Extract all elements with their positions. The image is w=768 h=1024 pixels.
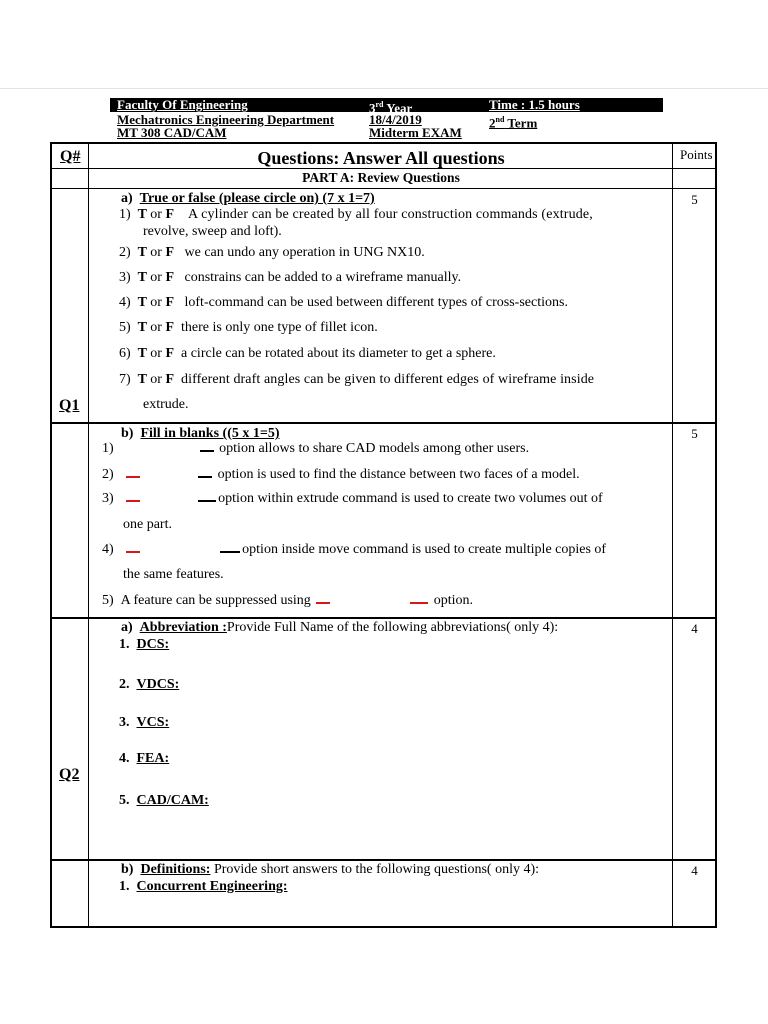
q2a-points: 4 bbox=[691, 621, 698, 636]
year-label: 3rd Year bbox=[369, 100, 413, 116]
q2b-points: 4 bbox=[691, 863, 698, 878]
column-divider-right bbox=[672, 144, 673, 926]
abbrev-item-1: 1. DCS: bbox=[119, 637, 170, 652]
tf-item-2: 2) T or F we can undo any operation in UNG NX10. bbox=[119, 245, 425, 260]
column-divider-left bbox=[88, 144, 89, 926]
q-number-header: Q# bbox=[60, 148, 81, 165]
q1a-heading: a) True or false (please circle on) (7 x 1=7) bbox=[121, 191, 375, 206]
exam-label: Midterm EXAM bbox=[369, 125, 462, 140]
q2a-heading: a) Abbreviation :Provide Full Name of the following abbreviations( only 4): bbox=[121, 620, 559, 635]
tf-item-6: 6) T or F a circle can be rotated about its diameter to get a sphere. bbox=[119, 346, 496, 361]
abbrev-item-3: 3. VCS: bbox=[119, 715, 170, 730]
course-label: MT 308 CAD/CAM bbox=[117, 125, 227, 140]
definition-item-1: 1. Concurrent Engineering: bbox=[119, 879, 288, 894]
tf-item-3: 3) T or F constrains can be added to a wireframe manually. bbox=[119, 270, 462, 285]
row-divider bbox=[52, 422, 715, 424]
points-header: Points bbox=[680, 147, 713, 162]
q1b-heading: b) Fill in blanks ((5 x 1=5) bbox=[121, 426, 280, 441]
page-title: Questions: Answer All questions bbox=[257, 148, 505, 168]
tf-item-5: 5) T or F there is only one type of fillet icon. bbox=[119, 320, 378, 335]
abbrev-item-4: 4. FEA: bbox=[119, 751, 170, 766]
tf-item-1: 1) T or F A cylinder can be created by all four construction commands (extrude, bbox=[119, 207, 593, 222]
fill-item-5: 5) A feature can be suppressed using option. bbox=[102, 593, 474, 608]
fill-item-3: 3) option within extrude command is used to create two volumes out of bbox=[102, 491, 603, 506]
tf-item-4: 4) T or F loft-command can be used between different types of cross-sections. bbox=[119, 295, 568, 310]
q2b-heading: b) Definitions: Provide short answers to the following questions( only 4): bbox=[121, 862, 540, 877]
q1a-points: 5 bbox=[691, 192, 698, 207]
fill-item-4: 4) option inside move command is used to create multiple copies of bbox=[102, 542, 607, 557]
department-label: Mechatronics Engineering Department bbox=[117, 112, 335, 127]
row-divider bbox=[52, 859, 715, 861]
tf-item-7-continued: extrude. bbox=[143, 397, 189, 412]
fill-item-1: 1) option allows to share CAD models among other users. bbox=[102, 441, 530, 456]
questions-table bbox=[50, 142, 717, 928]
row-divider bbox=[52, 188, 715, 189]
q1b-points: 5 bbox=[691, 426, 698, 441]
faculty-label: Faculty Of Engineering bbox=[117, 97, 248, 112]
q2-label: Q2 bbox=[59, 766, 80, 783]
page-edge-line bbox=[0, 88, 768, 89]
q1-label: Q1 bbox=[59, 397, 80, 414]
time-label: Time : 1.5 hours bbox=[489, 97, 580, 112]
abbrev-item-5: 5. CAD/CAM: bbox=[119, 793, 209, 808]
tf-item-7: 7) T or F different draft angles can be given to different edges of wireframe inside bbox=[119, 372, 595, 387]
tf-item-1-continued: revolve, sweep and loft). bbox=[143, 224, 282, 239]
row-divider bbox=[52, 617, 715, 619]
abbrev-item-2: 2. VDCS: bbox=[119, 677, 180, 692]
part-a-heading: PART A: Review Questions bbox=[302, 170, 460, 185]
fill-item-3-continued: one part. bbox=[123, 517, 172, 532]
fill-item-4-continued: the same features. bbox=[123, 567, 224, 582]
term-label: 2nd Term bbox=[489, 115, 538, 131]
date-label: 18/4/2019 bbox=[369, 112, 422, 127]
fill-item-2: 2) option is used to find the distance between two faces of a model. bbox=[102, 467, 580, 482]
